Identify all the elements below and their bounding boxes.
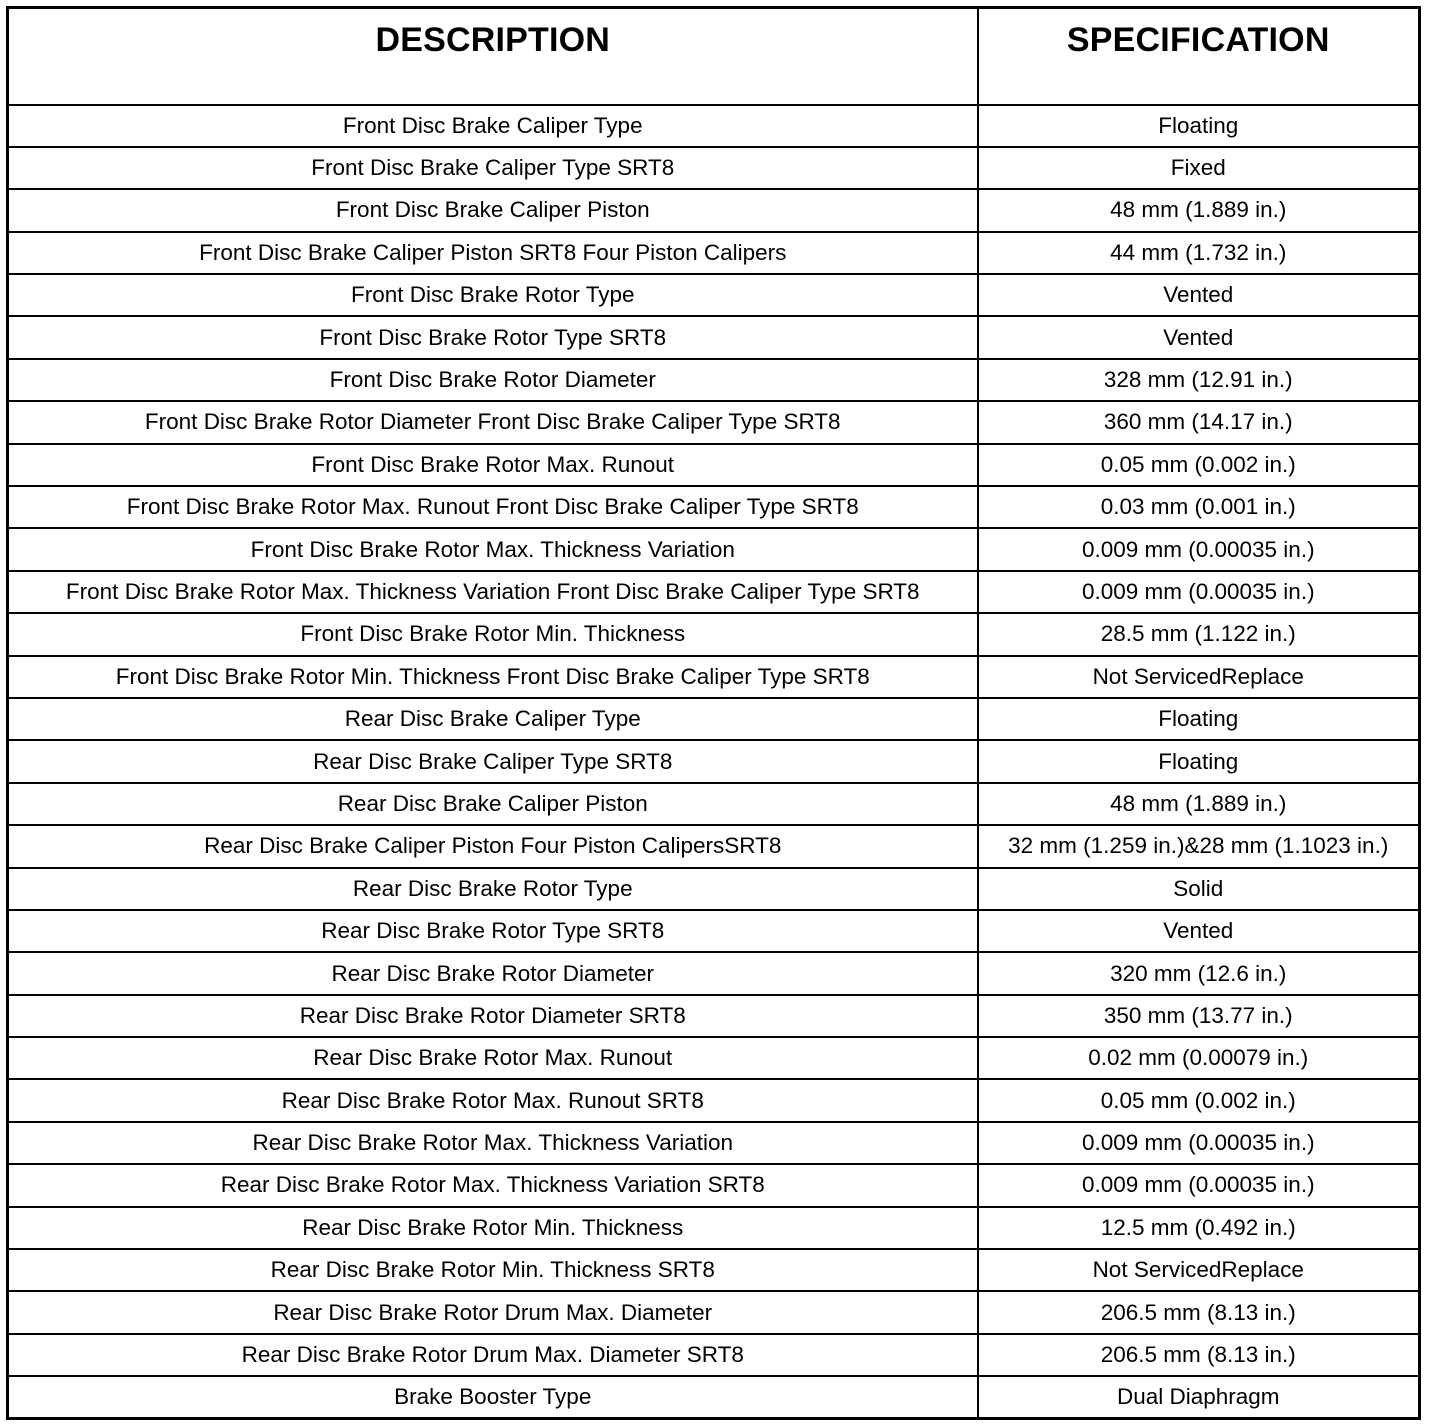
- table-row: [8, 401, 1420, 443]
- specification-cell: 360 mm (14.17 in.): [978, 401, 1420, 443]
- description-cell: Front Disc Brake Rotor Max. Thickness Variation Front Disc Brake Caliper Type SRT8: [8, 571, 978, 613]
- table-row: [8, 1334, 1420, 1376]
- specification-cell: 0.05 mm (0.002 in.): [978, 1079, 1420, 1121]
- specification-cell: 0.03 mm (0.001 in.): [978, 486, 1420, 528]
- description-cell: Rear Disc Brake Rotor Diameter: [8, 952, 978, 994]
- table-row: [8, 698, 1420, 740]
- description-cell: Front Disc Brake Caliper Piston SRT8 Four Piston Calipers: [8, 232, 978, 274]
- table-row: [8, 1122, 1420, 1164]
- table-row: [8, 105, 1420, 147]
- specification-cell: 0.009 mm (0.00035 in.): [978, 1164, 1420, 1206]
- description-cell: Front Disc Brake Rotor Max. Thickness Variation: [8, 528, 978, 570]
- table-row: [8, 656, 1420, 698]
- table-row: [8, 868, 1420, 910]
- table-row: [8, 783, 1420, 825]
- specification-cell: Not ServicedReplace: [978, 656, 1420, 698]
- specification-cell: 0.009 mm (0.00035 in.): [978, 1122, 1420, 1164]
- table-row: [8, 1207, 1420, 1249]
- table-row: [8, 825, 1420, 867]
- specification-cell: 0.02 mm (0.00079 in.): [978, 1037, 1420, 1079]
- description-cell: Rear Disc Brake Rotor Type: [8, 868, 978, 910]
- specification-cell: Floating: [978, 105, 1420, 147]
- specification-column-header: SPECIFICATION: [978, 8, 1420, 105]
- table-row: [8, 952, 1420, 994]
- specification-cell: Solid: [978, 868, 1420, 910]
- specification-cell: 44 mm (1.732 in.): [978, 232, 1420, 274]
- specification-cell: 48 mm (1.889 in.): [978, 783, 1420, 825]
- specification-cell: Dual Diaphragm: [978, 1376, 1420, 1418]
- description-cell: Rear Disc Brake Rotor Diameter SRT8: [8, 995, 978, 1037]
- specification-cell: 328 mm (12.91 in.): [978, 359, 1420, 401]
- specification-cell: 206.5 mm (8.13 in.): [978, 1291, 1420, 1333]
- specification-cell: Floating: [978, 740, 1420, 782]
- table-row: [8, 274, 1420, 316]
- table-row: [8, 486, 1420, 528]
- description-cell: Rear Disc Brake Rotor Min. Thickness: [8, 1207, 978, 1249]
- specification-cell: Vented: [978, 316, 1420, 358]
- table-row: [8, 1249, 1420, 1291]
- table-row: [8, 444, 1420, 486]
- header-row: [8, 8, 1420, 105]
- table-row: [8, 359, 1420, 401]
- description-cell: Front Disc Brake Caliper Type: [8, 105, 978, 147]
- specification-cell: 0.009 mm (0.00035 in.): [978, 571, 1420, 613]
- table-row: [8, 1079, 1420, 1121]
- description-cell: Rear Disc Brake Rotor Type SRT8: [8, 910, 978, 952]
- table-body: [8, 105, 1420, 1419]
- description-column-header: DESCRIPTION: [8, 8, 978, 105]
- table-row: [8, 1376, 1420, 1418]
- description-cell: Rear Disc Brake Rotor Drum Max. Diameter: [8, 1291, 978, 1333]
- description-cell: Front Disc Brake Rotor Type SRT8: [8, 316, 978, 358]
- table-row: [8, 147, 1420, 189]
- specification-cell: Fixed: [978, 147, 1420, 189]
- description-cell: Front Disc Brake Rotor Max. Runout: [8, 444, 978, 486]
- specification-table: [6, 6, 1421, 1420]
- table-row: [8, 316, 1420, 358]
- specification-cell: 206.5 mm (8.13 in.): [978, 1334, 1420, 1376]
- specification-cell: Not ServicedReplace: [978, 1249, 1420, 1291]
- description-cell: Rear Disc Brake Caliper Piston: [8, 783, 978, 825]
- table-row: [8, 910, 1420, 952]
- table-header: [8, 8, 1420, 105]
- specification-cell: 320 mm (12.6 in.): [978, 952, 1420, 994]
- description-cell: Rear Disc Brake Caliper Type SRT8: [8, 740, 978, 782]
- table-row: [8, 528, 1420, 570]
- description-cell: Front Disc Brake Rotor Diameter Front Disc Brake Caliper Type SRT8: [8, 401, 978, 443]
- specification-cell: Floating: [978, 698, 1420, 740]
- description-cell: Front Disc Brake Rotor Type: [8, 274, 978, 316]
- specification-cell: 350 mm (13.77 in.): [978, 995, 1420, 1037]
- specification-cell: 28.5 mm (1.122 in.): [978, 613, 1420, 655]
- description-cell: Brake Booster Type: [8, 1376, 978, 1418]
- description-cell: Front Disc Brake Rotor Max. Runout Front Disc Brake Caliper Type SRT8: [8, 486, 978, 528]
- table-row: [8, 1164, 1420, 1206]
- specification-cell: 48 mm (1.889 in.): [978, 189, 1420, 231]
- description-cell: Front Disc Brake Rotor Min. Thickness: [8, 613, 978, 655]
- table-row: [8, 232, 1420, 274]
- specification-cell: Vented: [978, 274, 1420, 316]
- specification-cell: 0.009 mm (0.00035 in.): [978, 528, 1420, 570]
- specification-cell: 12.5 mm (0.492 in.): [978, 1207, 1420, 1249]
- description-cell: Front Disc Brake Rotor Min. Thickness Front Disc Brake Caliper Type SRT8: [8, 656, 978, 698]
- specification-cell: 0.05 mm (0.002 in.): [978, 444, 1420, 486]
- description-cell: Rear Disc Brake Caliper Type: [8, 698, 978, 740]
- table-row: [8, 740, 1420, 782]
- description-cell: Rear Disc Brake Rotor Max. Thickness Variation: [8, 1122, 978, 1164]
- table-row: [8, 995, 1420, 1037]
- description-cell: Rear Disc Brake Caliper Piston Four Piston CalipersSRT8: [8, 825, 978, 867]
- description-cell: Rear Disc Brake Rotor Max. Runout: [8, 1037, 978, 1079]
- table-row: [8, 189, 1420, 231]
- table-row: [8, 1291, 1420, 1333]
- specification-cell: 32 mm (1.259 in.)&28 mm (1.1023 in.): [978, 825, 1420, 867]
- specification-cell: Vented: [978, 910, 1420, 952]
- table-row: [8, 613, 1420, 655]
- table-row: [8, 571, 1420, 613]
- description-cell: Rear Disc Brake Rotor Drum Max. Diameter SRT8: [8, 1334, 978, 1376]
- table-row: [8, 1037, 1420, 1079]
- description-cell: Front Disc Brake Caliper Type SRT8: [8, 147, 978, 189]
- description-cell: Rear Disc Brake Rotor Min. Thickness SRT8: [8, 1249, 978, 1291]
- description-cell: Rear Disc Brake Rotor Max. Thickness Variation SRT8: [8, 1164, 978, 1206]
- description-cell: Rear Disc Brake Rotor Max. Runout SRT8: [8, 1079, 978, 1121]
- description-cell: Front Disc Brake Caliper Piston: [8, 189, 978, 231]
- description-cell: Front Disc Brake Rotor Diameter: [8, 359, 978, 401]
